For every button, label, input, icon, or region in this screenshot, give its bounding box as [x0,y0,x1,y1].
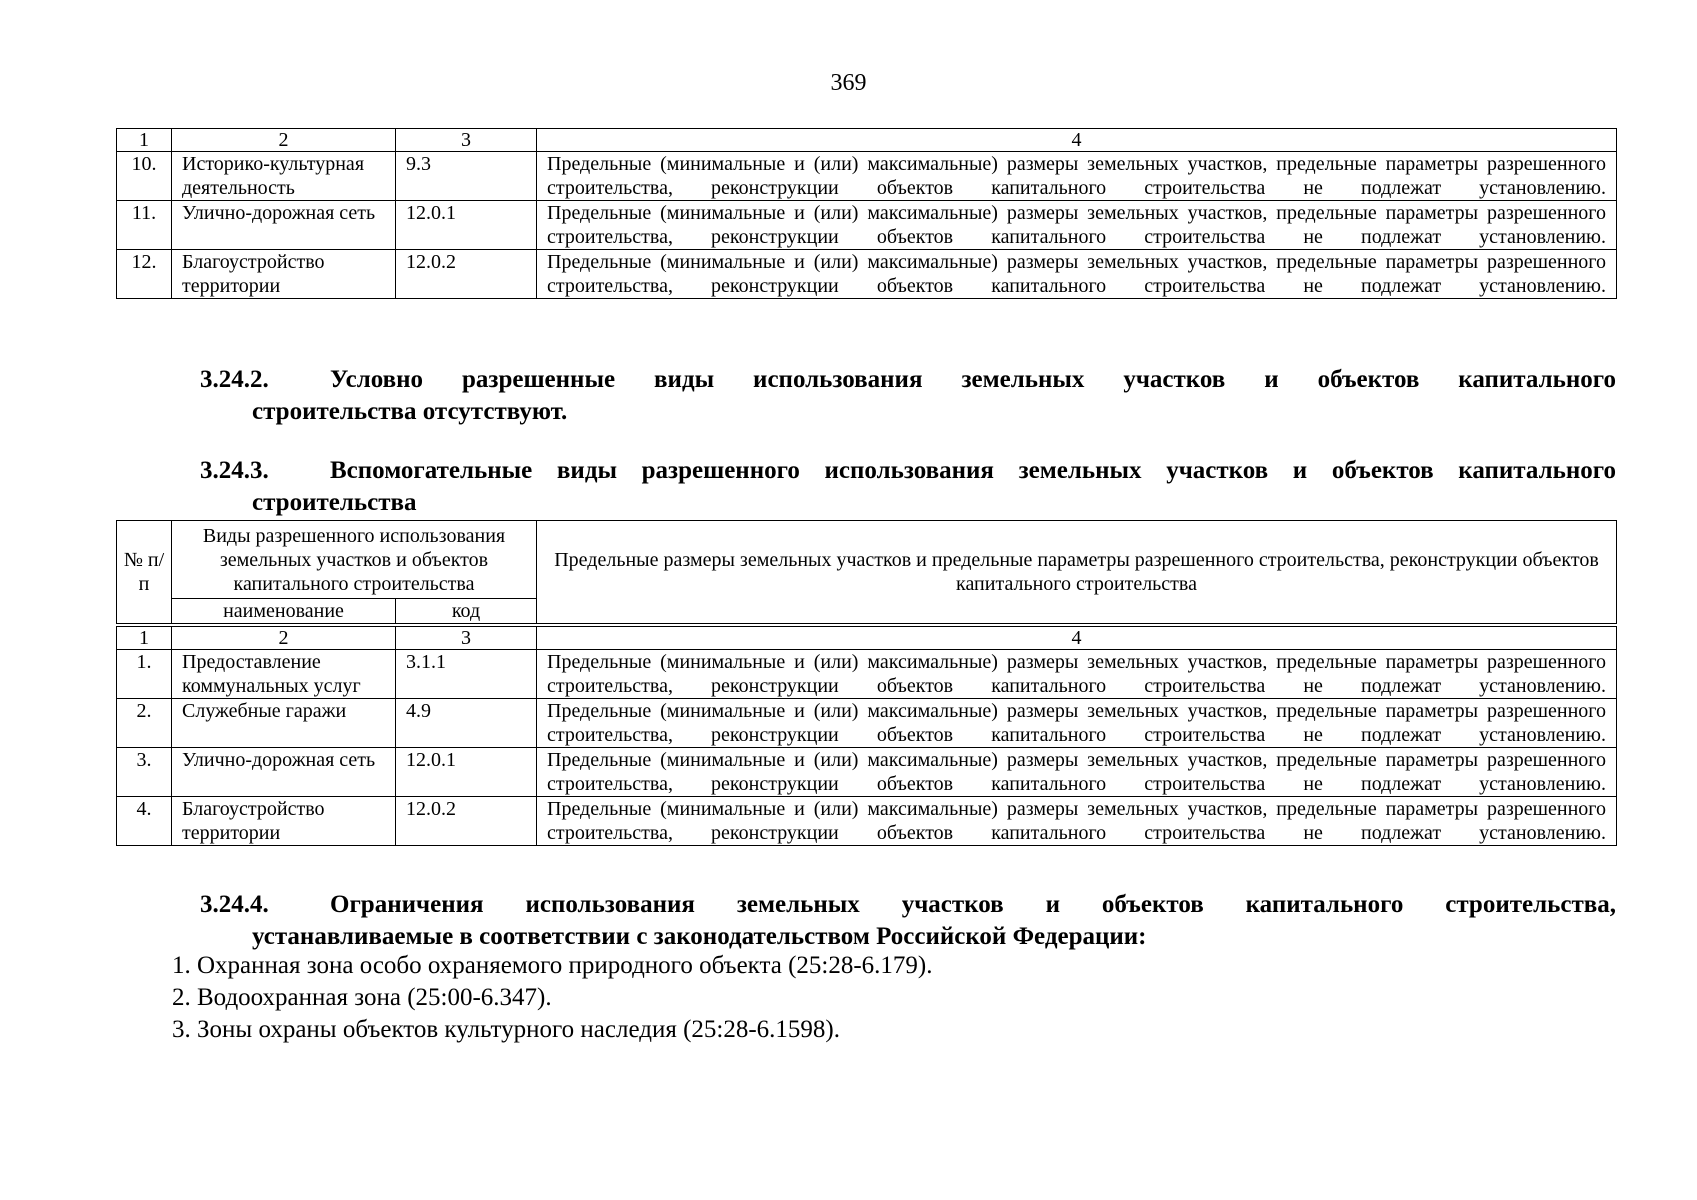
parameters-line: разрешенного строительства, реконструкции объектов капитального строительства не подлежат установлению. [547,749,1606,795]
section-title-line: Вспомогательные виды разрешенного использования земельных участков и объектов капитального [330,457,1616,484]
row-number: 12. [117,250,172,299]
index-cell: 3 [396,627,537,650]
use-parameters [537,748,1617,797]
use-code: 4.9 [396,699,537,748]
use-parameters [537,650,1617,699]
use-name: Историко-культурная деятельность [172,152,396,201]
use-code: 12.0.2 [396,250,537,299]
use-parameters [537,797,1617,846]
row-number: 3. [117,748,172,797]
use-name: Улично-дорожная сеть [172,748,396,797]
header-use-types: Виды разрешенного использования земельных участков и объектов капитального строительства [172,521,537,599]
column-index-row [117,129,1617,152]
permitted-uses-table-continued [116,128,1617,299]
index-cell: 1 [117,627,172,650]
parameters-line: разрешенного строительства, реконструкции объектов капитального строительства не подлежат установлению. [547,651,1606,697]
use-parameters [537,699,1617,748]
section-title-line: строительства отсутствуют. [252,398,568,425]
parameters-line: Предельные (минимальные и (или) максимальные) размеры земельных участков, предельные параметры [547,651,1479,673]
parameters-line: Предельные (минимальные и (или) максимальные) размеры земельных участков, предельные параметры [547,251,1479,273]
page-number: 369 [830,70,867,96]
use-name: Улично-дорожная сеть [172,201,396,250]
section-number: 3.24.3. [200,457,269,484]
parameters-line: Предельные (минимальные и (или) максимальные) размеры земельных участков, предельные параметры [547,749,1479,771]
parameters-line: Предельные (минимальные и (или) максимальные) размеры земельных участков, предельные параметры [547,798,1479,820]
section-number: 3.24.4. [200,891,269,918]
header-number: № п/п [117,521,172,624]
index-cell: 4 [537,129,1617,152]
index-cell: 2 [172,627,396,650]
parameters-line: Предельные (минимальные и (или) максимальные) размеры земельных участков, предельные параметры [547,202,1479,224]
table-row [117,152,1617,201]
use-name: Служебные гаражи [172,699,396,748]
use-code: 12.0.1 [396,201,537,250]
parameters-line: Предельные (минимальные и (или) максимальные) размеры земельных участков, предельные параметры [547,700,1479,722]
use-code: 12.0.2 [396,797,537,846]
use-parameters [537,250,1617,299]
use-code: 12.0.1 [396,748,537,797]
restrictions-list [172,950,933,1046]
use-parameters [537,152,1617,201]
index-cell: 2 [172,129,396,152]
column-index-row [117,627,1617,650]
index-cell: 4 [537,627,1617,650]
section-heading-3-24-4 [200,889,1616,953]
section-title-line: строительства [252,489,417,516]
table-row [117,748,1617,797]
table-row [117,797,1617,846]
header-parameters: Предельные размеры земельных участков и предельные параметры разрешенного строительства, реконструкции объектов капитального строительства [537,521,1617,624]
parameters-line: разрешенного строительства, реконструкции объектов капитального строительства не подлежат установлению. [547,251,1606,297]
table-row [117,699,1617,748]
index-cell: 1 [117,129,172,152]
section-title-line: устанавливаемые в соответствии с законодательством Российской Федерации: [252,923,1147,950]
use-name: Благоустройство территории [172,250,396,299]
row-number: 4. [117,797,172,846]
table-row [117,201,1617,250]
row-number: 2. [117,699,172,748]
use-code: 9.3 [396,152,537,201]
header-code: код [396,599,537,624]
parameters-line: Предельные (минимальные и (или) максимальные) размеры земельных участков, предельные параметры [547,153,1479,175]
auxiliary-uses-table [116,626,1617,846]
list-item: 1. Охранная зона особо охраняемого природного объекта (25:28-6.179). [172,952,933,979]
list-item: 2. Водоохранная зона (25:00-6.347). [172,984,552,1011]
table-row [117,650,1617,699]
auxiliary-uses-table-header [116,520,1617,624]
row-number: 10. [117,152,172,201]
use-name: Предоставление коммунальных услуг [172,650,396,699]
section-heading-3-24-2 [200,364,1616,428]
parameters-line: разрешенного строительства, реконструкции объектов капитального строительства не подлежат установлению. [547,798,1606,844]
parameters-line: разрешенного строительства, реконструкции объектов капитального строительства не подлежат установлению. [547,202,1606,248]
parameters-line: разрешенного строительства, реконструкции объектов капитального строительства не подлежат установлению. [547,153,1606,199]
index-cell: 3 [396,129,537,152]
section-title-line: Ограничения использования земельных участков и объектов капитального строительства, [330,891,1616,918]
row-number: 1. [117,650,172,699]
header-name: наименование [172,599,396,624]
section-title-line: Условно разрешенные виды использования земельных участков и объектов капитального [330,366,1616,393]
list-item: 3. Зоны охраны объектов культурного наследия (25:28-6.1598). [172,1016,840,1043]
use-code: 3.1.1 [396,650,537,699]
parameters-line: разрешенного строительства, реконструкции объектов капитального строительства не подлежат установлению. [547,700,1606,746]
section-number: 3.24.2. [200,366,269,393]
row-number: 11. [117,201,172,250]
use-name: Благоустройство территории [172,797,396,846]
use-parameters [537,201,1617,250]
section-heading-3-24-3 [200,455,1616,519]
table-row [117,250,1617,299]
